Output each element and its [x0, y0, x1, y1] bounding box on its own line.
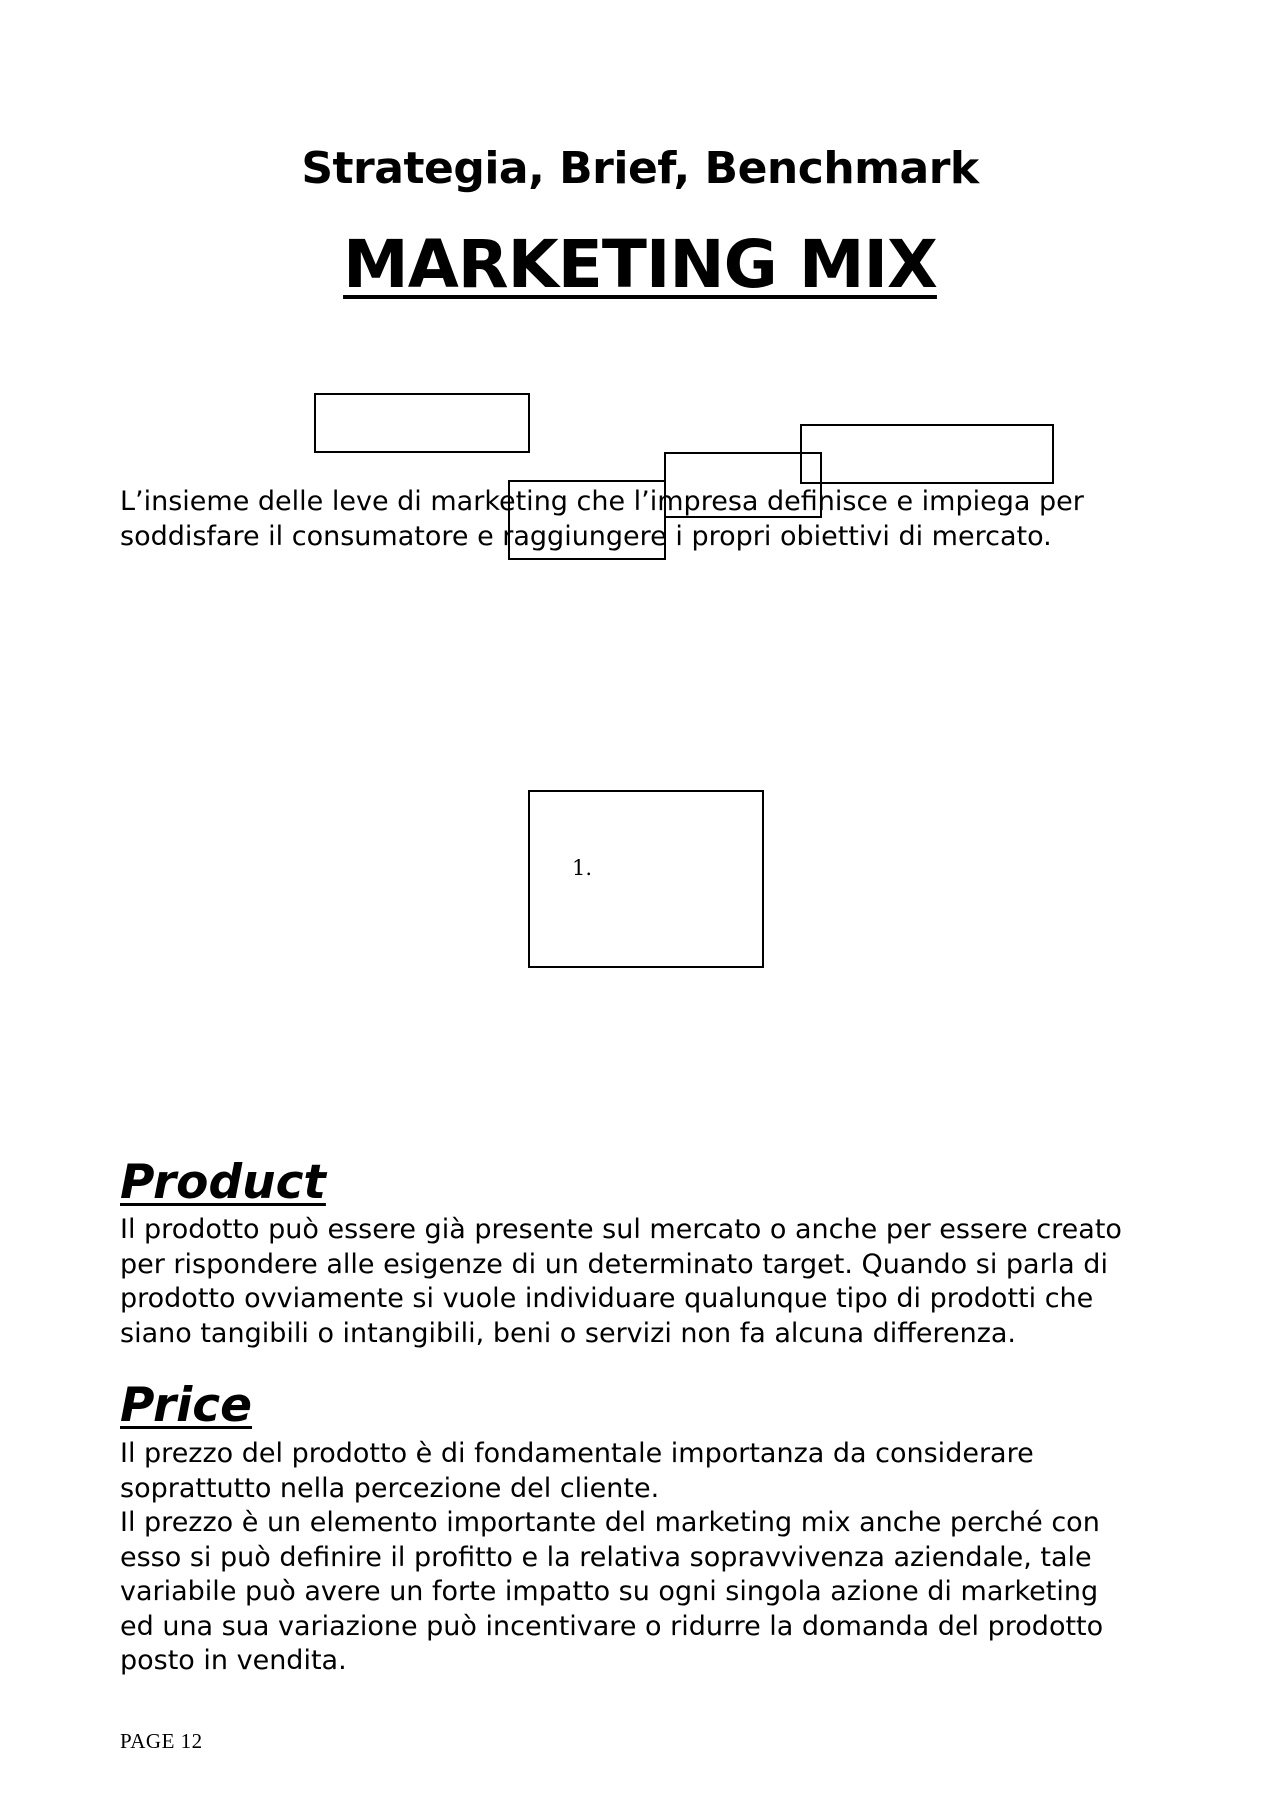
diagram-number-label: 1. [572, 856, 593, 880]
section-heading-price: Price [120, 1378, 253, 1433]
section-body-product [120, 1213, 1180, 1351]
text-line: Il prezzo del prodotto è di fondamentale importanza da considerare [120, 1438, 1034, 1469]
document-subtitle: Strategia, Brief, Benchmark [301, 143, 979, 194]
section-heading-product: Product [120, 1155, 326, 1210]
intro-paragraph [120, 484, 1160, 554]
text-line: variabile può avere un forte impatto su ogni singola azione di marketing [120, 1576, 1099, 1607]
text-line: Il prezzo è un elemento importante del marketing mix anche perché con [120, 1507, 1100, 1538]
diagram-box [314, 393, 530, 453]
text-line: ed una sua variazione può incentivare o ridurre la domanda del prodotto [120, 1610, 1104, 1642]
text-line: per rispondere alle esigenze di un determinato target. Quando si parla di [120, 1248, 1108, 1280]
text-line: posto in vendita. [120, 1645, 347, 1676]
text-line: prodotto ovviamente si vuole individuare qualunque tipo di prodotti che [120, 1283, 1094, 1314]
text-line: soprattutto nella percezione del cliente. [120, 1472, 660, 1504]
document-title-wrapper [0, 226, 1280, 303]
document-title: MARKETING MIX [343, 226, 937, 303]
diagram-box [800, 424, 1054, 484]
text-line: esso si può definire il profitto e la relativa sopravvivenza aziendale, tale [120, 1541, 1092, 1573]
section-body-price [120, 1437, 1180, 1679]
text-line: Il prodotto può essere già presente sul mercato o anche per essere creato [120, 1214, 1122, 1245]
text-line: siano tangibili o intangibili, beni o servizi non fa alcuna differenza. [120, 1317, 1016, 1349]
intro-line: soddisfare il consumatore e raggiungere i propri obiettivi di mercato. [120, 521, 1052, 552]
page-number: PAGE 12 [120, 1729, 203, 1753]
intro-line: L’insieme delle leve di marketing che l’impresa definisce e impiega per [120, 486, 1084, 517]
diagram-center-box [528, 790, 764, 968]
